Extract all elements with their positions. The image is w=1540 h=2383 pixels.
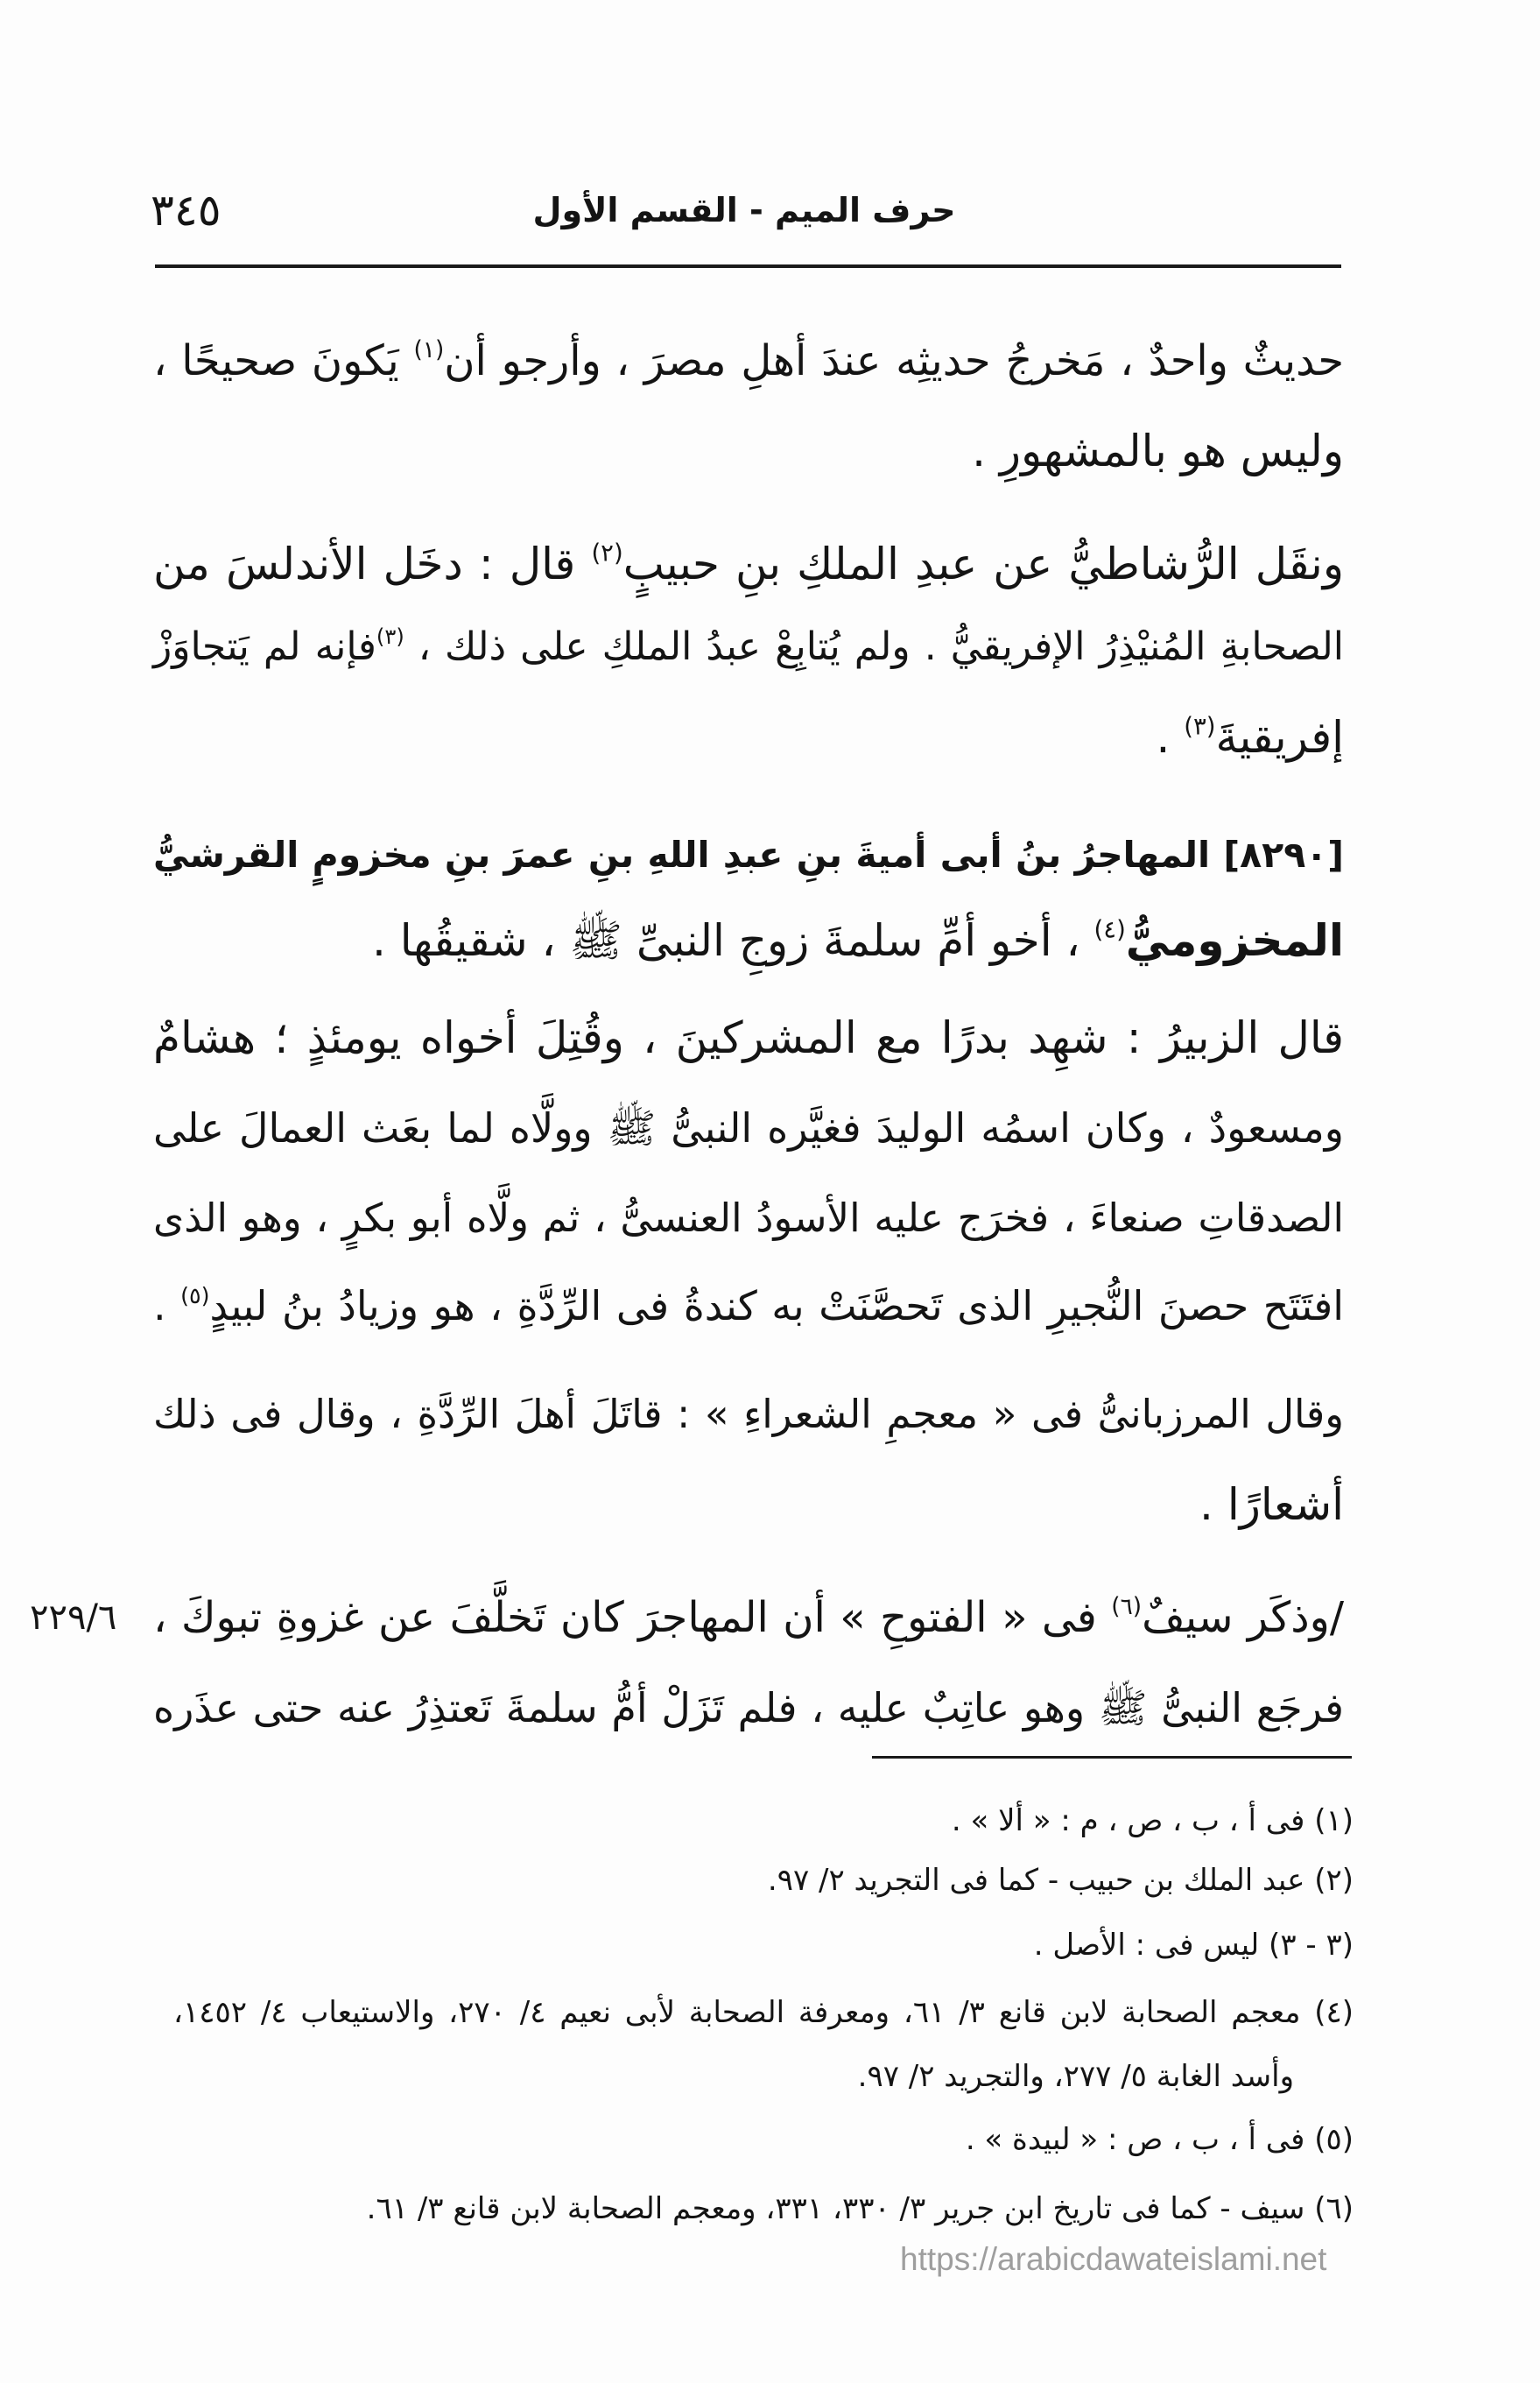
body-text: إفريقيةَ	[1215, 712, 1344, 763]
footnote-ref-3-open: (٣)	[376, 624, 404, 649]
entry-heading-text: [٨٢٩٠] المهاجرُ بنُ أبى أميةَ بنِ عبدِ اللهِ بنِ عمرَ بنِ مخزومٍ القرشيُّ	[153, 834, 1344, 876]
body-text: وليس هو بالمشهورِ .	[972, 426, 1344, 476]
body-text: افتَتَح حصنَ النُّجيرِ الذى تَحصَّنَتْ به كندةُ فى الرِّدَّةِ ، هو وزيادُ بنُ لبيدٍ	[209, 1282, 1345, 1329]
body-text: .	[1156, 712, 1185, 763]
body-text: الصدقاتِ صنعاءَ ، فخرَج عليه الأسودُ العنسىُّ ، ثم ولَّاه أبو بكرٍ ، وهو الذى	[153, 1195, 1344, 1241]
entry-heading-text: المخزوميُّ	[1125, 915, 1344, 966]
footnote-4-continued: وأسد الغابة ٥/ ٢٧٧، والتجريد ٢/ ٩٧.	[857, 2059, 1294, 2094]
body-text: ، أخو أمِّ سلمةَ زوجِ النبىِّ ﷺ ، شقيقُها .	[372, 915, 1094, 966]
body-text: يَكونَ صحيحًا ،	[153, 336, 414, 385]
body-text: ونقَل الرُّشاطيُّ عن عبدِ الملكِ بنِ حبيبٍ	[622, 539, 1344, 589]
body-text: ومسعودٌ ، وكان اسمُه الوليدَ فغيَّره النبىُّ ﷺ وولَّاه لما بعَث العمالَ على	[153, 1104, 1344, 1152]
body-text: الصحابةِ المُنيْذِرُ الإفريقيُّ . ولم يُتابِعْ عبدُ الملكِ على ذلك ،	[404, 624, 1344, 669]
page-number: ٣٤٥	[151, 185, 222, 236]
footnote-4: (٤) معجم الصحابة لابن قانع ٣/ ٦١، ومعرفة الصحابة لأبى نعيم ٤/ ٢٧٠، والاستيعاب ٤/ ١٤٥٢،	[173, 1995, 1354, 2030]
footnote-ref-6: (٦)	[1111, 1593, 1143, 1621]
header-rule	[155, 264, 1341, 268]
body-line-8	[153, 998, 1344, 1077]
footnote-ref-4: (٤)	[1093, 915, 1126, 944]
body-line-11	[153, 1266, 1344, 1345]
body-text: .	[153, 1282, 181, 1329]
body-text: وقال المرزبانىُّ فى « معجمِ الشعراءِ » : قاتَلَ أهلَ الرِّدَّةِ ، وقال فى ذلك	[153, 1391, 1344, 1437]
footnote-1: (١) فى أ ، ب ، ص ، م : « ألا » .	[951, 1803, 1354, 1838]
body-text: فرجَع النبىُّ ﷺ وهو عاتِبٌ عليه ، فلم تَزَلْ أمُّ سلمةَ تَعتذِرُ عنه حتى عذَره	[153, 1684, 1344, 1731]
body-text: /وذكَر سيفٌ	[1142, 1593, 1344, 1642]
footnote-3: (٣ - ٣) ليس فى : الأصل .	[1033, 1928, 1354, 1963]
body-line-3	[153, 525, 1344, 603]
body-text: حديثٌ واحدٌ ، مَخرجُ حديثِه عندَ أهلِ مصرَ ، وأرجو أن	[444, 336, 1345, 385]
body-line-2	[153, 412, 1344, 490]
body-line-1	[153, 321, 1344, 400]
footnote-separator	[872, 1756, 1352, 1759]
footnote-6: (٦) سيف - كما فى تاريخ ابن جرير ٣/ ٣٣٠، ٣٣١، ومعجم الصحابة لابن قانع ٣/ ٦١.	[366, 2191, 1354, 2226]
footnote-2: (٢) عبد الملك بن حبيب - كما فى التجريد ٢/ ٩٧.	[767, 1863, 1354, 1898]
body-line-5	[153, 698, 1344, 777]
footnote-ref-5: (٥)	[180, 1283, 210, 1309]
body-line-13	[153, 1465, 1344, 1544]
footnote-ref-2: (٢)	[591, 539, 623, 568]
body-line-15	[153, 1668, 1344, 1747]
running-header-title: حرف الميم - القسم الأول	[532, 191, 956, 229]
body-line-12	[153, 1375, 1344, 1454]
body-line-14	[153, 1578, 1344, 1657]
footnote-ref-3-close: (٣)	[1184, 712, 1216, 741]
footnote-5: (٥) فى أ ، ب ، ص : « لبيدة » .	[965, 2122, 1354, 2157]
body-text: قال الزبيرُ : شهِد بدرًا مع المشركينَ ، وقُتِلَ أخواه يومئذٍ ؛ هشامٌ	[153, 1012, 1344, 1063]
body-line-7	[153, 901, 1344, 980]
body-line-9	[153, 1089, 1344, 1167]
site-watermark: https://arabicdawateislami.net	[900, 2241, 1327, 2277]
body-line-10	[153, 1179, 1344, 1258]
body-text: فإنه لم يَتجاوَزْ	[153, 624, 376, 669]
body-text: فى « الفتوحِ » أن المهاجرَ كان تَخلَّفَ عن غزوةِ تبوكَ ،	[153, 1593, 1112, 1642]
footnote-ref-1: (١)	[413, 336, 445, 364]
body-line-4	[153, 608, 1344, 687]
body-text: أشعارًا .	[1199, 1479, 1344, 1530]
margin-volume-page-ref: ٢٢٩/٦	[30, 1597, 117, 1638]
entry-heading-8290	[153, 815, 1344, 894]
body-text: قال : دخَل الأندلسَ من	[153, 539, 592, 589]
